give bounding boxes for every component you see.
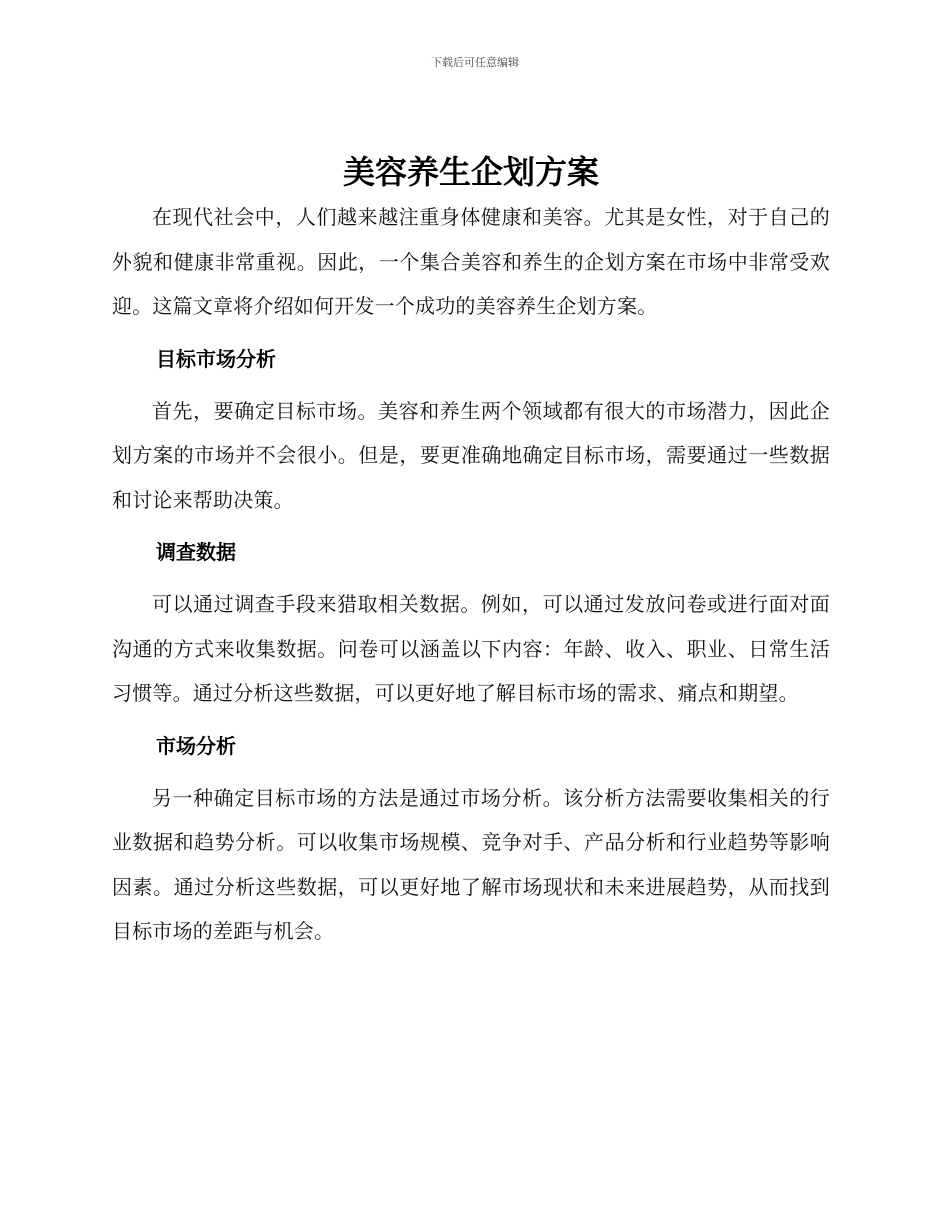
document-title: 美容养生企划方案	[342, 153, 599, 191]
section-paragraph-survey-data: 可以通过调查手段来猎取相关数据。例如，可以通过发放问卷或进行面对面沟通的方式来收集数据。问卷可以涵盖以下内容：年龄、收入、职业、日常生活习惯等。通过分析这些数据，可以更好地了解目标市场的需求、痛点和期望。	[112, 592, 830, 705]
intro-paragraph: 在现代社会中，人们越来越注重身体健康和美容。尤其是女性，对于自己的外貌和健康非常重视。因此，一个集合美容和养生的企划方案在市场中非常受欢迎。这篇文章将介绍如何开发一个成功的美容养生企划方案。	[112, 205, 830, 318]
section-paragraph-market-analysis: 另一种确定目标市场的方法是通过市场分析。该分析方法需要收集相关的行业数据和趋势分析。可以收集市场规模、竞争对手、产品分析和行业趋势等影响因素。通过分析这些数据，可以更好地了解市场现状和未来进展趋势，从而找到目标市场的差距与机会。	[112, 785, 830, 943]
document-body	[112, 150, 830, 954]
section-paragraph-target-market: 首先，要确定目标市场。美容和养生两个领域都有很大的市场潜力，因此企划方案的市场并不会很小。但是，要更准确地确定目标市场，需要通过一些数据和讨论来帮助决策。	[112, 398, 830, 512]
section-heading-target-market: 目标市场分析	[156, 346, 276, 371]
section-heading-survey-data: 调查数据	[156, 540, 236, 564]
section-heading-market-analysis: 市场分析	[156, 733, 236, 758]
page-header: 下载后可任意编辑	[431, 56, 519, 69]
